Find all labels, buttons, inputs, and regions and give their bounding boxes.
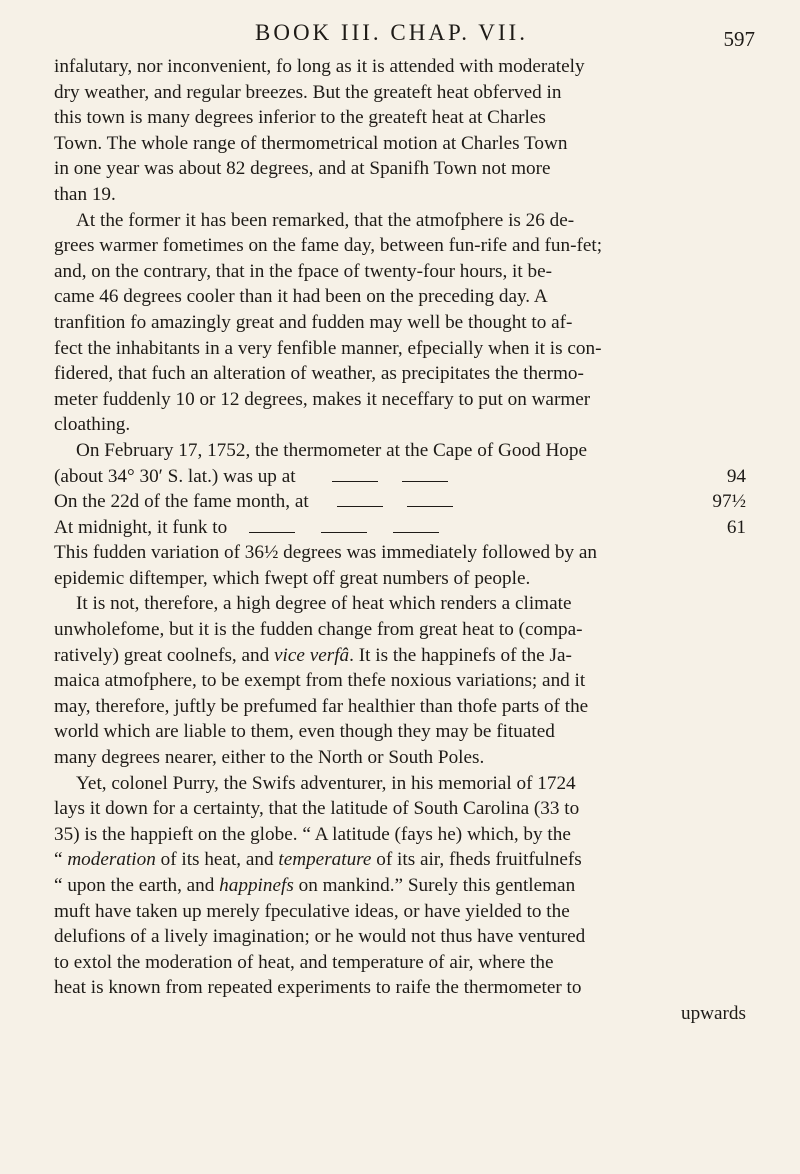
text-line: maica atmofphere, to be exempt from thefe noxious variations; and it <box>54 670 586 692</box>
text-run: “ <box>54 849 68 871</box>
text-run: . It is the happinefs of the Ja- <box>349 644 572 666</box>
italic-phrase: temperature <box>278 849 372 871</box>
rule-line <box>332 481 378 482</box>
rule-line <box>407 506 453 507</box>
text-line: fidered, that fuch an alteration of weather, as precipitates the thermo- <box>54 363 584 385</box>
text-line: Yet, colonel Purry, the Swifs adventurer, in his memorial of 1724 <box>76 772 576 794</box>
page-text <box>54 54 754 1027</box>
catchword: upwards <box>680 1002 746 1024</box>
rule-line <box>402 481 448 482</box>
page-header <box>0 18 800 58</box>
reading-row <box>54 489 754 515</box>
text-run: “ upon the earth, and <box>54 875 220 896</box>
paragraph-3 <box>54 438 754 592</box>
text-run: on mankind.” Surely this gentleman <box>293 875 576 896</box>
text-line: At the former it has been remarked, that the atmofphere is 26 de- <box>76 209 575 231</box>
text-run: of its heat, and <box>155 849 279 871</box>
text-line: infalutary, nor inconvenient, fo long as it is attended with moderately <box>54 56 585 77</box>
text-line: lays it down for a certainty, that the latitude of South Carolina (33 to <box>54 798 580 820</box>
text-line: Town. The whole range of thermometrical motion at Charles Town <box>54 132 568 154</box>
text-line: tranfition fo amazingly great and fudden may well be thought to af- <box>54 311 573 333</box>
italic-phrase: happinefs <box>219 875 294 896</box>
text-line: meter fuddenly 10 or 12 degrees, makes it neceffary to put on warmer <box>54 388 591 410</box>
text-line <box>54 643 754 669</box>
text-line: epidemic diftemper, which fwept off great numbers of people. <box>54 567 531 589</box>
text-run: of its air, fheds fruitfulnefs <box>371 849 582 871</box>
rule-line <box>321 532 367 533</box>
page-number: 597 <box>723 27 755 51</box>
text-line: cloathing. <box>54 414 131 436</box>
italic-phrase: moderation <box>67 849 156 871</box>
text-line: heat is known from repeated experiments to raife the thermometer to <box>54 977 582 999</box>
paragraph-2 <box>54 208 754 438</box>
paragraph-1 <box>54 54 754 208</box>
rule-line <box>249 532 295 533</box>
text-line: world which are liable to them, even though they may be fituated <box>54 721 555 743</box>
reading-row <box>54 464 754 490</box>
reading-value: 61 <box>726 516 746 538</box>
reading-row <box>54 515 754 541</box>
reading-label: On the 22d of the fame month, at <box>54 491 309 513</box>
reading-label: At midnight, it funk to <box>54 516 228 538</box>
text-run: ratively) great coolnefs, and <box>54 644 275 666</box>
text-line <box>54 847 754 873</box>
text-line: 35) is the happieft on the globe. “ A latitude (fays he) which, by the <box>54 823 571 845</box>
text-line: On February 17, 1752, the thermometer at the Cape of Good Hope <box>76 439 587 461</box>
text-line: This fudden variation of 36½ degrees was immediately followed by an <box>54 542 597 564</box>
reading-value: 94 <box>726 465 746 487</box>
text-line: unwholefome, but it is the fudden change from great heat to (compa- <box>54 619 583 641</box>
text-line: fect the inhabitants in a very fenfible manner, efpecially when it is con- <box>54 337 602 359</box>
rule-line <box>337 506 383 507</box>
text-line: to extol the moderation of heat, and temperature of air, where the <box>54 951 554 973</box>
text-line: dry weather, and regular breezes. But the greateft heat obferved in <box>54 81 562 103</box>
text-line: and, on the contrary, that in the fpace of twenty-four hours, it be- <box>54 260 552 282</box>
text-line <box>54 873 754 899</box>
text-line: may, therefore, juftly be prefumed far healthier than thofe parts of the <box>54 695 589 717</box>
reading-value: 97½ <box>712 491 746 513</box>
text-line: many degrees nearer, either to the North or South Poles. <box>54 747 485 769</box>
text-line: in one year was about 82 degrees, and at Spanifh Town not more <box>54 158 551 180</box>
reading-label: (about 34° 30′ S. lat.) was up at <box>54 465 296 487</box>
text-line: this town is many degrees inferior to the greateft heat at Charles <box>54 107 546 129</box>
paragraph-4 <box>54 591 754 770</box>
text-line: It is not, therefore, a high degree of heat which renders a climate <box>76 593 572 615</box>
running-head: BOOK III. CHAP. VII. <box>255 20 528 45</box>
rule-line <box>393 532 439 533</box>
paragraph-5 <box>54 771 754 1027</box>
italic-phrase: vice verfâ <box>274 644 350 666</box>
text-line: delufions of a lively imagination; or he would not thus have ventured <box>54 926 586 948</box>
text-line: muft have taken up merely fpeculative ideas, or have yielded to the <box>54 900 570 922</box>
text-line: grees warmer fometimes on the fame day, between fun-rife and fun-fet; <box>54 235 603 257</box>
text-line: came 46 degrees cooler than it had been on the preceding day. A <box>54 286 548 308</box>
text-line: than 19. <box>54 183 116 205</box>
